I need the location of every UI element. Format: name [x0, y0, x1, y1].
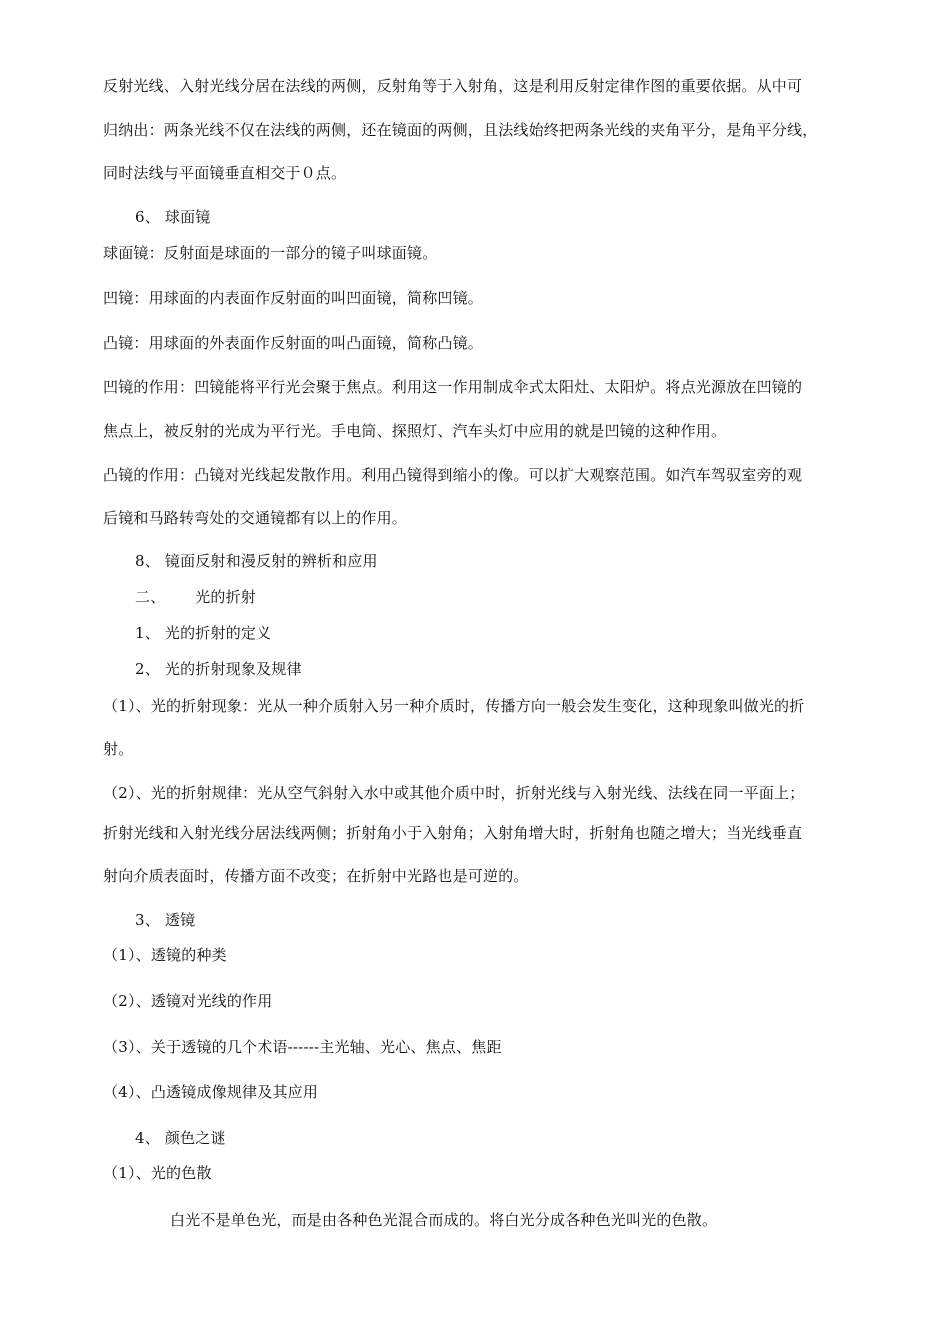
- concave-mirror-use-line2: 焦点上，被反射的光成为平行光。手电筒、探照灯、汽车头灯中应用的就是凹镜的这种作用。: [103, 422, 727, 440]
- item-lens-heading: 3、 透镜: [135, 911, 196, 929]
- refraction-law-line3: 射向介质表面时，传播方面不改变；在折射中光路也是可逆的。: [103, 867, 529, 885]
- refraction-phenomenon-line1: （1）、光的折射现象：光从一种介质射入另一种介质时，传播方向一般会发生变化，这种现象叫做光的折: [103, 697, 805, 715]
- chapter-heading-refraction: 二、 光的折射: [135, 588, 257, 606]
- item-color-heading: 4、 颜色之谜: [135, 1129, 226, 1147]
- lens-types: （1）、透镜的种类: [103, 946, 227, 964]
- paragraph-reflection-line2: 归纳出：两条光线不仅在法线的两侧，还在镜面的两侧，且法线始终把两条光线的夹角平分，是角平分线，: [103, 121, 818, 139]
- concave-mirror-use-line1: 凹镜的作用：凹镜能将平行光会聚于焦点。利用这一作用制成伞式太阳灶、太阳炉。将点光源放在凹镜的: [103, 378, 803, 396]
- refraction-law-line1: （2）、光的折射规律：光从空气斜射入水中或其他介质中时，折射光线与入射光线、法线在同一平面上；: [103, 784, 805, 802]
- light-dispersion-text: 白光不是单色光，而是由各种色光混合而成的。将白光分成各种色光叫光的色散。: [170, 1211, 718, 1229]
- item-refraction-definition: 1、 光的折射的定义: [135, 624, 272, 642]
- spherical-mirror-definition: 球面镜：反射面是球面的一部分的镜子叫球面镜。: [103, 244, 438, 262]
- refraction-phenomenon-line2: 射。: [103, 740, 134, 758]
- concave-mirror-definition: 凹镜：用球面的内表面作反射面的叫凹面镜，简称凹镜。: [103, 289, 484, 307]
- lens-effect-on-light: （2）、透镜对光线的作用: [103, 992, 273, 1010]
- item-refraction-phenomenon-law: 2、 光的折射现象及规律: [135, 660, 302, 678]
- section-heading-spherical-mirror: 6、 球面镜: [135, 208, 211, 226]
- convex-mirror-use-line1: 凸镜的作用：凸镜对光线起发散作用。利用凸镜得到缩小的像。可以扩大观察范围。如汽车驾驭室旁的观: [103, 466, 803, 484]
- lens-terminology: （3）、关于透镜的几个术语------主光轴、光心、焦点、焦距: [103, 1038, 502, 1056]
- light-dispersion-heading: （1）、光的色散: [103, 1164, 212, 1182]
- paragraph-reflection-line3: 同时法线与平面镜垂直相交于０点。: [103, 164, 347, 182]
- convex-mirror-definition: 凸镜：用球面的外表面作反射面的叫凸面镜，简称凸镜。: [103, 334, 484, 352]
- refraction-law-line2: 折射光线和入射光线分居法线两侧；折射角小于入射角；入射角增大时，折射角也随之增大；当光线垂直: [103, 824, 803, 842]
- section-heading-reflection-types: 8、 镜面反射和漫反射的辨析和应用: [135, 552, 378, 570]
- paragraph-reflection-line1: 反射光线、入射光线分居在法线的两侧，反射角等于入射角，这是利用反射定律作图的重要依据。从中可: [103, 77, 803, 95]
- convex-mirror-use-line2: 后镜和马路转弯处的交通镜都有以上的作用。: [103, 509, 408, 527]
- convex-lens-imaging: （4）、凸透镜成像规律及其应用: [103, 1083, 319, 1101]
